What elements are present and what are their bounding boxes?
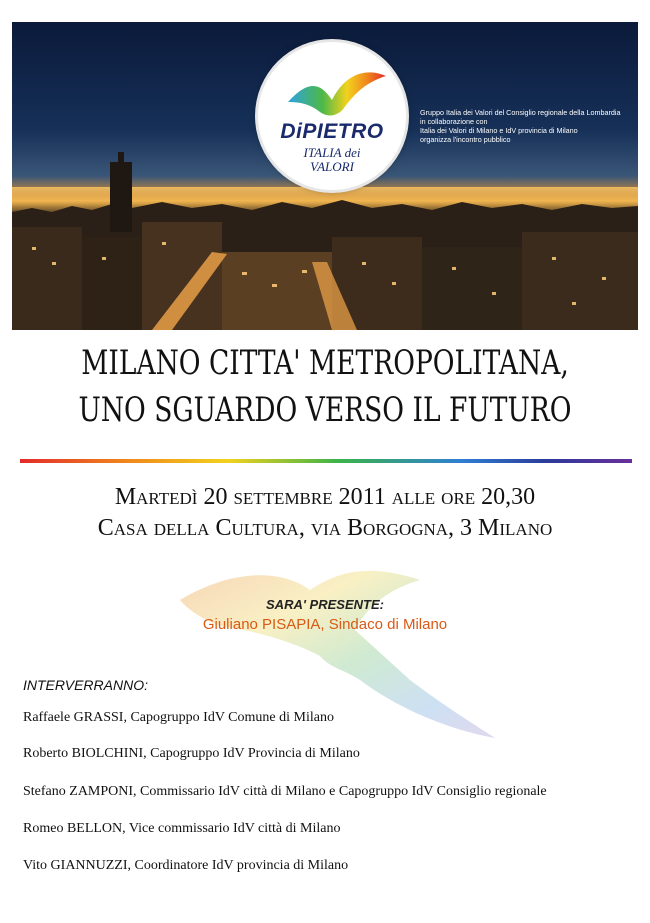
speaker-item: Romeo BELLON, Vice commissario IdV città di Milano [23,821,341,836]
speaker-item: Raffaele GRASSI, Capogruppo IdV Comune di Milano [23,710,334,725]
hero-cityscape [12,22,638,330]
dipietro-logo [258,42,406,190]
event-date: Martedì 20 settembre 2011 alle ore 20,30 [114,484,536,510]
rainbow-divider [20,459,632,463]
title-line-2: UNO SGUARDO VERSO IL FUTURO [78,390,572,430]
organizer-note-line: in collaborazione con [420,117,488,126]
present-label: SARA' PRESENTE: [266,597,384,612]
logo-subtitle [258,146,406,174]
organizer-note-line: Italia dei Valori di Milano e IdV provincia di Milano [420,126,578,135]
organizer-note [420,108,638,144]
present-name: Giuliano PISAPIA, Sindaco di Milano [202,616,448,633]
title-line-1: MILANO CITTA' METROPOLITANA, [81,343,569,383]
logo-name: DiPIETRO [280,120,384,143]
logo-subtitle-line2: VALORI [310,159,354,174]
logo-subtitle-line1: ITALIA dei [303,145,361,160]
organizer-note-line: Gruppo Italia dei Valori del Consiglio regionale della Lombardia [420,108,621,117]
organizer-note-line: organizza l'incontro pubblico [420,135,511,144]
speaker-item: Stefano ZAMPONI, Commissario IdV città di Milano e Capogruppo IdV Consiglio regionale [23,784,547,799]
speaker-item: Roberto BIOLCHINI, Capogruppo IdV Provincia di Milano [23,746,360,761]
event-place: Casa della Cultura, via Borgogna, 3 Milano [97,515,553,541]
speaker-item: Vito GIANNUZZI, Coordinatore IdV provincia di Milano [23,858,349,873]
speakers-label: INTERVERRANNO: [23,677,148,693]
